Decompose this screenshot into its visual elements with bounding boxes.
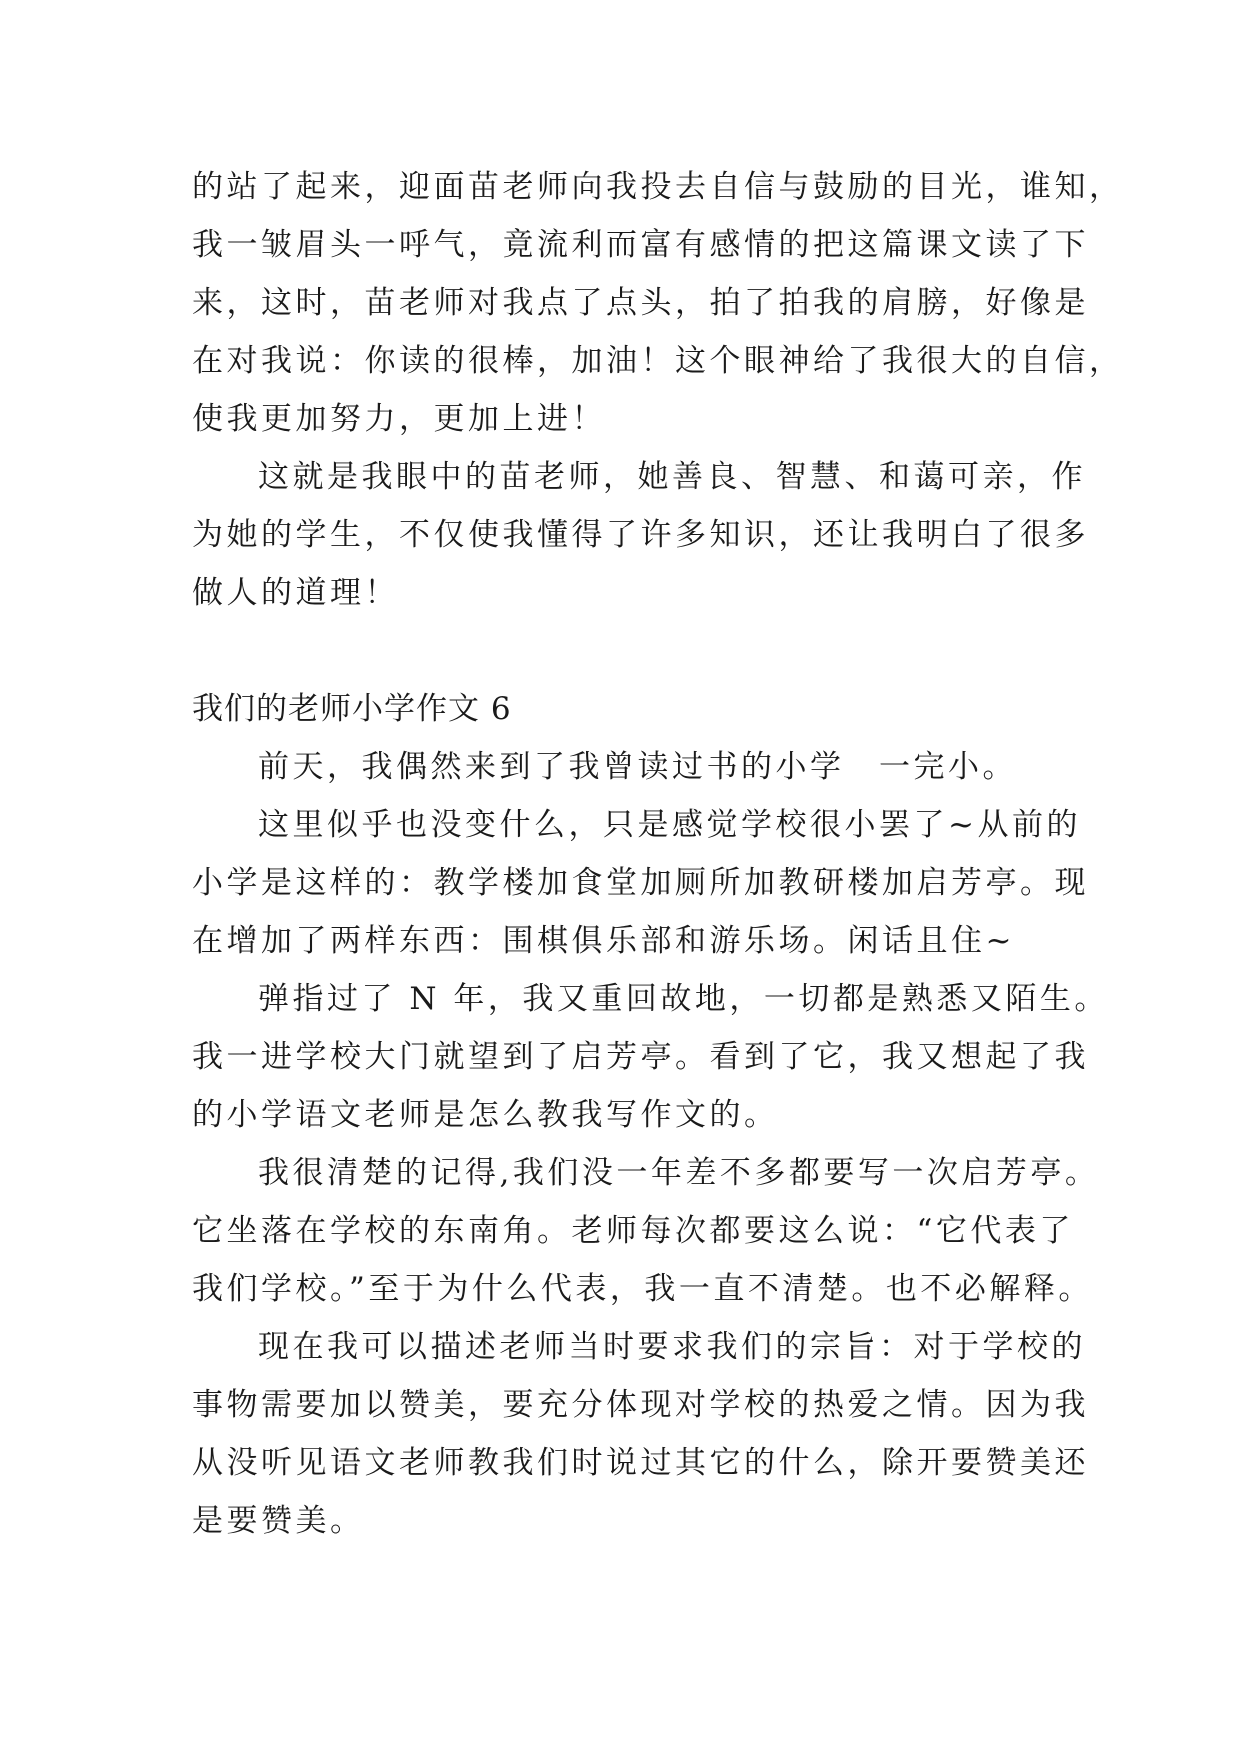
text-line: 从没听见语文老师教我们时说过其它的什么，除开要赞美还 [192,1445,1089,1481]
text-line: 的站了起来，迎面苗老师向我投去自信与鼓励的目光，谁知， [192,169,1124,205]
text-line: 来，这时，苗老师对我点了点头，拍了拍我的肩膀，好像是 [192,285,1089,321]
paragraph-conclusion [192,448,1089,622]
text-line: 在对我说：你读的很棒，加油！这个眼神给了我很大的自信， [192,343,1124,379]
text-line: 小学是这样的：教学楼加食堂加厕所加教研楼加启芳亭。现 [192,865,1089,901]
paragraph-continuation [192,158,1124,448]
text-line: 事物需要加以赞美，要充分体现对学校的热爱之情。因为我 [192,1387,1089,1423]
section-title: 我们的老师小学作文 6 [192,691,512,727]
text-line: 这就是我眼中的苗老师，她善良、智慧、和蔼可亲，作 [258,459,1086,495]
text-line: 现在我可以描述老师当时要求我们的宗旨：对于学校的 [258,1329,1086,1365]
text-line: 我一进学校大门就望到了启芳亭。看到了它，我又想起了我 [192,1039,1089,1075]
paragraph-1 [192,738,1072,796]
text-line: 我一皱眉头一呼气，竟流利而富有感情的把这篇课文读了下 [192,227,1089,263]
text-line: 做人的道理！ [192,575,399,611]
text-line: 在增加了两样东西：围棋俱乐部和游乐场。闲话且住~ [192,923,1015,959]
text-line: 的小学语文老师是怎么教我写作文的。 [192,1097,779,1133]
text-line: 弹指过了 N 年，我又重回故地，一切都是熟悉又陌生。 [258,981,1109,1017]
paragraph-5 [192,1318,1089,1550]
text-line: 是要赞美。 [192,1503,365,1539]
paragraph-3 [192,970,1109,1144]
text-line: 这里似乎也没变什么，只是感觉学校很小罢了~从前的 [258,807,1081,843]
paragraph-2 [192,796,1089,970]
text-line: 我很清楚的记得,我们没一年差不多都要写一次启芳亭。 [258,1155,1100,1191]
text-line: 我们学校。”至于为什么代表，我一直不清楚。也不必解释。 [192,1271,1093,1307]
text-line: 前天，我偶然来到了我曾读过书的小学 一完小。 [258,749,1017,785]
section-gap [192,622,1072,680]
essay-text [192,158,1124,1550]
text-line: 为她的学生，不仅使我懂得了许多知识，还让我明白了很多 [192,517,1089,553]
text-line: 使我更加努力，更加上进！ [192,401,606,437]
text-line: 它坐落在学校的东南角。老师每次都要这么说：“它代表了 [192,1213,1074,1249]
paragraph-4 [192,1144,1100,1318]
